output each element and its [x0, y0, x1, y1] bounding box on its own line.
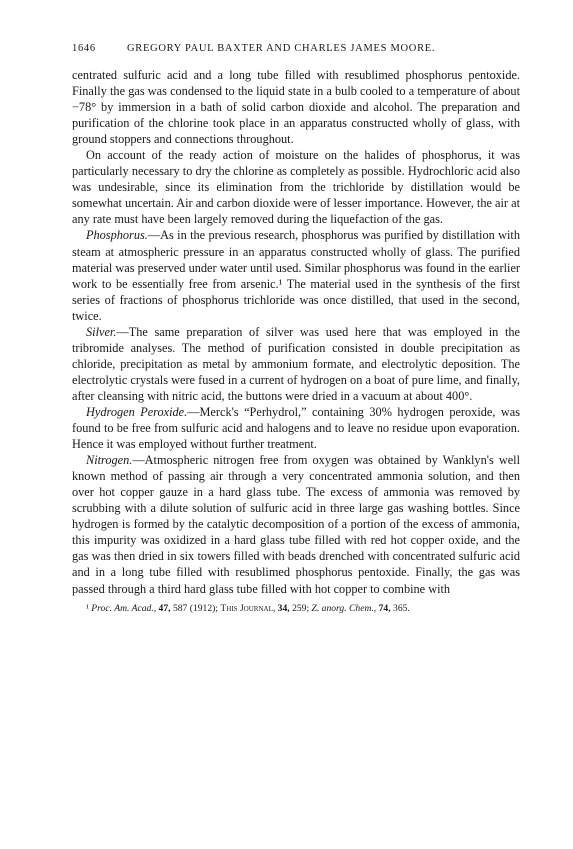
running-title: GREGORY PAUL BAXTER AND CHARLES JAMES MOORE.	[127, 43, 436, 54]
paragraph-text: —Atmospheric nitrogen free from oxygen was obtained by Wanklyn's well known method of passing air through a very concentrated ammonia solution, and then over hot copper gauze in a hard glass tube. The excess of ammonia was removed by scrubbing with a dilute solution of sulfuric acid in three large gas washing bottles. Since hydrogen is formed by the catalytic decomposition of a portion of the excess of ammonia, this impurity was oxidized in a hard glass tube filled with red hot copper oxide, and the gas was then dried in six towers filled with beads drenched with concentrated sulfuric acid and in a long tube filled with resublimed phosphorus pentoxide. Finally, the gas was passed through a third hard glass tube filled with hot copper to combine with	[72, 453, 520, 596]
paragraph-lead: Nitrogen.	[86, 453, 133, 468]
footnote-pages: 259;	[292, 602, 310, 614]
paragraph-phosphorus	[72, 227, 520, 323]
body-text	[72, 67, 520, 597]
paragraph-hydrogen-peroxide	[72, 404, 520, 452]
paragraph-lead: Silver.	[86, 324, 117, 339]
paragraph-lead: Phosphorus.	[86, 228, 148, 243]
footnote-journal: Proc. Am. Acad.,	[91, 602, 157, 614]
footnote	[72, 602, 520, 615]
footnote-marker: ¹	[86, 602, 89, 614]
paragraph-lead: Hydrogen Peroxide.	[86, 404, 188, 419]
paragraph	[72, 147, 520, 227]
paragraph-text: —The same preparation of silver was used here that was employed in the tribromide analyses. The method of purification consisted in double precipitation as chloride, precipitation as metal by ammonium formate, and electrolytic deposition. The electrolytic crystals were fused in a current of hydrogen on a boat of pure lime, and finally, after cleansing with nitric acid, the buttons were dried in a vacuum at about 400°.	[72, 324, 520, 403]
footnote-pages: 587 (1912);	[172, 602, 218, 614]
paragraph-text: —Merck's “Perhydrol,” containing 30% hydrogen peroxide, was found to be free from sulfuric acid and halogens and to leave no residue upon evaporation. Hence it was employed without further treatment.	[72, 404, 521, 452]
paragraph-nitrogen	[72, 452, 520, 596]
paragraph-text: centrated sulfuric acid and a long tube filled with resublimed phosphorus pentoxide. Finally the gas was condensed to the liquid state in a bulb cooled to a temperature of about −78° by immersion in a bath of solid carbon dioxide and alcohol. The preparation and purification of the chlorine took place in an apparatus constructed wholly of glass, with ground stoppers and connections throughout.	[72, 68, 520, 147]
paragraph-silver	[72, 324, 520, 404]
footnote-volume: 47,	[158, 602, 171, 614]
footnote-journal: This Journal,	[220, 602, 276, 614]
paragraph-text: On account of the ready action of moisture on the halides of phosphorus, it was particularly necessary to dry the chlorine as completely as possible. Hydrochloric acid also was undesirable, since its elimination from the trichloride by distillation would be somewhat uncertain. Air and carbon dioxide were of lesser importance. However, the air at any rate must have been largely removed during the liquefaction of the gas.	[72, 148, 520, 227]
footnote-volume: 74,	[378, 602, 391, 614]
running-head	[72, 42, 520, 56]
page-number: 1646	[72, 43, 96, 54]
footnote-journal: Z. anorg. Chem.,	[311, 602, 377, 614]
paragraph-text: —As in the previous research, phosphorus was purified by distillation with steam at atmospheric pressure in an apparatus constructed wholly of glass. The purified material was preserved under water until used. Similar phosphorus was found in the earlier work to be essentially free from arsenic.¹ The material used in the synthesis of the first series of fractions of phosphorus trichloride was once distilled, that used in the second, twice.	[72, 228, 520, 323]
paragraph	[72, 67, 520, 147]
footnote-pages: 365.	[393, 602, 410, 614]
footnote-volume: 34,	[277, 602, 290, 614]
